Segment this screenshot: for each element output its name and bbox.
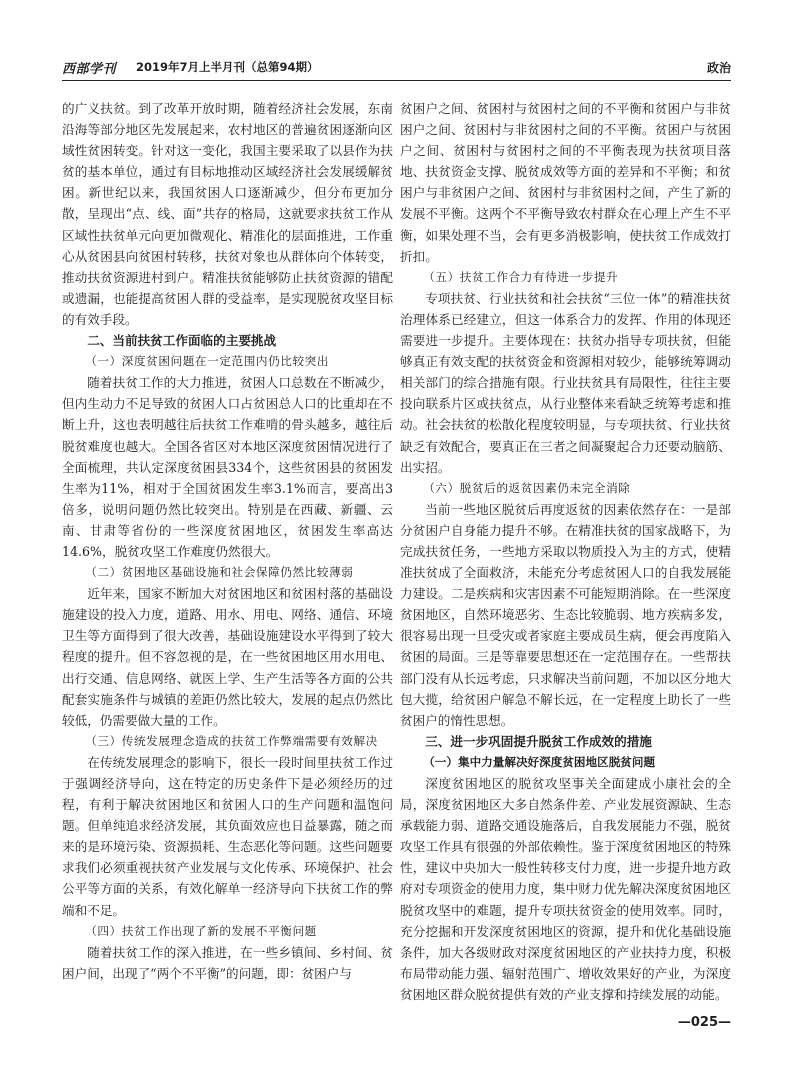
left-column	[62, 98, 393, 984]
page-header	[62, 58, 731, 81]
subsection-heading: （一）深度贫困问题在一定范围内仍比较突出	[85, 354, 330, 369]
section-heading: 三、进一步巩固提升脱贫工作成效的措施	[425, 733, 652, 749]
paragraph: 在传统发展理念的影响下，很长一段时间里扶贫工作过于强调经济导向，这在特定的历史条件下是必须经历的过程，有利于解决贫困地区和贫困人口的生产问题和温饱问题。但单纯追求经济发展，其负面效应也日益暴露，随之而来的是环境污染、资源损耗、生态恶化等问题。这些问题要求我们必须重视扶贫产业发展与文化传承、环境保护、社会公平等方面的关系，有效化解单一经济导向下扶贫工作的弊端和不足。	[62, 754, 393, 918]
paragraph: 随着扶贫工作的大力推进，贫困人口总数在不断减少，但内生动力不足导致的贫困人口占贫困总人口的比重却在不断上升，这也表明越往后扶贫工作难啃的骨头越多，越往后脱贫难度也越大。全国各省区对本地区深度贫困情况进行了全面梳理，共认定深度贫困县334个，这些贫困县的贫困发生率为11%，相对于全国贫困发生率3.1%而言，要高出3倍多，说明问题仍然比较突出。特别是在西藏、新疆、云南、甘肃等省份的一些深度贫困地区，贫困发生率高达14.6%，脱贫攻坚工作难度仍然很大。	[62, 375, 393, 559]
subsection-heading: （六）脱贫后的返贫因素仍未完全消除	[423, 480, 631, 495]
subsection-heading: （一）集中力量解决好深度贫困地区脱贫问题	[423, 754, 656, 769]
paragraph: 当前一些地区脱贫后再度返贫的因素依然存在：一是部分贫困户自身能力提升不够。在精准扶贫的国家战略下，为完成扶贫任务，一些地方采取以物质投入为主的方式，使精准扶贫成了全面救济，未能充分考虑贫困人口的自我发展能力建设。二是疾病和灾害因素不可能短期消除。在一些深度贫困地区，自然环境恶劣、生态比较脆弱、地方疾病多发，很容易出现一旦受灾或者家庭主要成员生病，便会再度陷入贫困的局面。三是等靠要思想还在一定范围存在。一些帮扶部门没有从长远考虑，只求解决当前问题，不加以区分地大包大揽，给贫困户解急不解长远，在一定程度上助长了一些贫困户的惰性思想。	[400, 501, 731, 728]
journal-issue: 2019年7月上半月刊（总第94期）	[136, 60, 319, 74]
right-column	[400, 98, 731, 1005]
paragraph: 近年来，国家不断加大对贫困地区和贫困村落的基础设施建设的投入力度，道路、用水、用电、网络、通信、环境卫生等方面得到了很大改善，基础设施建设水平得到了较大程度的提升。但不容忽视的是，在一些贫困地区用水用电、出行交通、信息网络、就医上学、生产生活等各方面的公共配套实施条件与城镇的差距仍然比较大，发展的起点仍然比较低，仍需要做大量的工作。	[62, 586, 393, 728]
section-heading: 二、当前扶贫工作面临的主要挑战	[87, 333, 277, 349]
subsection-heading: （三）传统发展理念造成的扶贫工作弊端需要有效解决	[85, 733, 378, 748]
paragraph: 随着扶贫工作的深入推进，在一些乡镇间、乡村间、贫困户间，出现了“两个不平衡”的问题，即：贫困户与	[62, 944, 393, 981]
subsection-heading: （四）扶贫工作出现了新的发展不平衡问题	[85, 923, 317, 938]
subsection-heading: （二）贫困地区基础设施和社会保障仍然比较薄弱	[85, 565, 354, 580]
paragraph: 专项扶贫、行业扶贫和社会扶贫“三位一体”的精准扶贫治理体系已经建立，但这一体系合力的发挥、作用的体现还需要进一步提升。主要体现在：扶贫办指导专项扶贫，但能够真正有效支配的扶贫资金和资源相对较少，能够统筹调动相关部门的综合措施有限。行业扶贫具有局限性，往往主要投向联系片区或扶贫点，从行业整体来看缺乏统筹考虑和推动。社会扶贫的松散化程度较明显，与专项扶贫、行业扶贫缺乏有效配合，要真正在三者之间凝聚起合力还要动脑筋、出实招。	[400, 290, 731, 475]
subsection-heading: （五）扶贫工作合力有待进一步提升	[423, 269, 619, 284]
journal-logo: 西部学刊	[62, 62, 117, 77]
paragraph: 贫困户之间、贫困村与贫困村之间的不平衡和贫困户与非贫困户之间、贫困村与非贫困村之间的不平衡。贫困户与贫困户之间、贫困村与贫困村之间的不平衡表现为扶贫项目落地、扶贫资金支撑、脱贫成效等方面的差异和不平衡；和贫困户与非贫困户之间、贫困村与非贫困村之间，产生了新的发展不平衡。这两个不平衡导致农村群众在心理上产生不平衡，如果处理不当，会有更多消极影响，使扶贫工作成效打折扣。	[400, 101, 731, 264]
paragraph: 的广义扶贫。到了改革开放时期，随着经济社会发展，东南沿海等部分地区先发展起来，农村地区的普遍贫困逐渐向区域性贫困转变。针对这一变化，我国主要采取了以县作为扶贫的基本单位，通过有目标地推动区域经济社会发展缓解贫困。新世纪以来，我国贫困人口逐渐减少，但分布更加分散，呈现出“点、线、面”共存的格局，这就要求扶贫工作从区域性扶贫单元向更加微观化、精准化的层面推进，工作重心从贫困县向贫困村转移，扶贫对象也从群体向个体转变，推动扶贫资源进村到户。精准扶贫能够防止扶贫资源的错配或遗漏，也能提高贫困人群的受益率，是实现脱贫攻坚目标的有效手段。	[62, 101, 393, 327]
page-number: —025—	[677, 1015, 731, 1030]
section-name: 政治	[706, 61, 731, 75]
paragraph: 深度贫困地区的脱贫攻坚事关全面建成小康社会的全局，深度贫困地区大多自然条件差、产业发展资源缺、生态承载能力弱、道路交通设施落后，自我发展能力不强，脱贫攻坚工作具有很强的外部依赖性。鉴于深度贫困地区的特殊性，建议中央加大一般性转移支付力度，进一步提升地方政府对专项资金的使用力度，集中财力优先解决深度贫困地区脱贫攻坚中的难题，提升专项扶贫资金的使用效率。同时，充分挖掘和开发深度贫困地区的资源，提升和优化基础设施条件，加大各级财政对深度贫困地区的产业扶持力度，积极布局带动能力强、辐射范围广、增收效果好的产业，为深度贫困地区群众脱贫提供有效的产业支撑和持续发展的动能。	[400, 776, 731, 1002]
